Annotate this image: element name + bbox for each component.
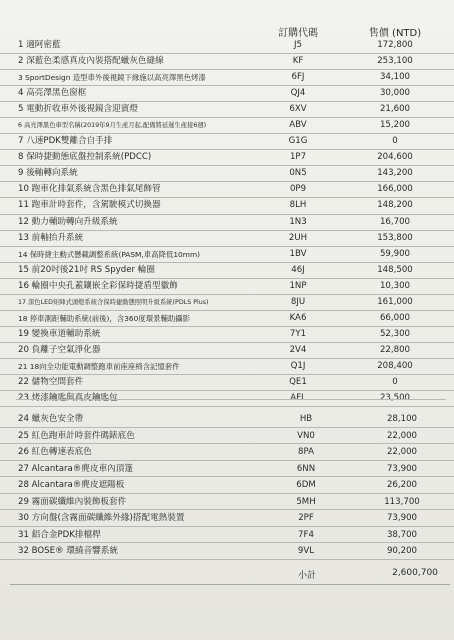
option-description: 13 前軸抬升系統 xyxy=(18,232,84,243)
table-row xyxy=(0,477,454,494)
option-price: 166,000 xyxy=(377,184,413,195)
option-price: 90,200 xyxy=(386,546,418,556)
price-column-header: 售價 (NTD) xyxy=(368,28,422,39)
bottom-divider xyxy=(10,584,450,585)
option-description: 32 BOSE® 環繞音響系統 xyxy=(18,546,118,556)
option-code: 9VL xyxy=(297,546,315,556)
option-description: 4 高亮澤黑色窗框 xyxy=(18,88,87,99)
option-list-1 xyxy=(0,38,454,407)
table-row xyxy=(0,70,454,86)
option-price: 172,800 xyxy=(377,40,413,50)
table-row xyxy=(0,543,454,560)
option-code: 7F4 xyxy=(298,529,314,540)
table-row xyxy=(0,134,454,150)
option-description: 17 深色LED矩陣式頭燈系統含保時捷動態照明升級系統(PDLS Plus) xyxy=(18,298,209,306)
option-code: VN0 xyxy=(297,430,315,441)
table-row xyxy=(0,428,454,445)
table-row xyxy=(0,263,454,279)
table-row xyxy=(0,38,454,54)
option-price: 10,300 xyxy=(379,280,411,291)
option-description: 9 後軸轉向系統 xyxy=(18,168,78,179)
table-row xyxy=(0,150,454,166)
option-code: KF xyxy=(292,56,304,67)
subtotal-label: 小計 xyxy=(298,571,317,581)
option-code: 6DM xyxy=(296,480,316,490)
table-row xyxy=(0,411,454,428)
option-code: 7Y1 xyxy=(289,328,307,339)
option-price: 30,000 xyxy=(379,88,411,99)
option-code: QJ4 xyxy=(290,88,306,99)
table-row xyxy=(0,510,454,527)
option-code: G1G xyxy=(288,136,308,147)
option-description: 16 輪圈中央孔蓋鑲嵌全彩保時捷盾型徽飾 xyxy=(18,280,178,291)
table-header xyxy=(0,22,454,38)
option-code: 6FJ xyxy=(291,72,305,83)
option-code: J5 xyxy=(293,40,302,50)
option-price: 38,700 xyxy=(386,529,418,540)
option-description: 29 霧面碳纖維內裝飾板套件 xyxy=(18,496,127,507)
table-row xyxy=(0,86,454,102)
option-description: 24 蠟灰色安全帶 xyxy=(18,414,84,424)
option-code: ABV xyxy=(289,120,307,131)
table-row xyxy=(0,461,454,478)
option-code: 5MH xyxy=(296,496,316,507)
option-price: 0 xyxy=(392,376,398,387)
option-description: 27 Alcantara®麂皮車內頂篷 xyxy=(18,463,133,474)
option-price: 22,800 xyxy=(379,344,411,355)
option-price: 0 xyxy=(392,136,398,147)
table-row xyxy=(0,327,454,343)
option-price: 253,100 xyxy=(377,56,413,67)
option-description: 7 八速PDK雙離合自手排 xyxy=(18,136,113,147)
option-description: 22 儲物空間套件 xyxy=(18,376,84,387)
option-price: 66,000 xyxy=(379,312,411,323)
option-code: 1BV xyxy=(289,248,307,259)
option-description: 31 鋁合金PDK排檔桿 xyxy=(18,529,101,540)
option-code: 2V4 xyxy=(289,344,307,355)
table-row xyxy=(0,311,454,327)
option-price: 22,000 xyxy=(386,447,418,457)
option-price: 113,700 xyxy=(384,496,420,507)
table-row xyxy=(0,279,454,295)
option-price: 59,900 xyxy=(379,248,411,259)
section-divider xyxy=(16,399,446,400)
option-description: 28 Alcantara®麂皮遮陽板 xyxy=(18,480,125,490)
option-code: 2UH xyxy=(288,232,308,243)
option-code: 6XV xyxy=(289,104,307,115)
option-code: 0N5 xyxy=(289,168,307,179)
option-description: 10 跑車化排氣系統含黑色排氣尾飾管 xyxy=(18,184,161,195)
table-row xyxy=(0,215,454,231)
option-code: 46J xyxy=(291,264,305,275)
option-price: 15,200 xyxy=(379,120,411,131)
option-description: 6 高亮澤黑色車型名稱(2019年9月生產月起,配備將延遲生產接6週) xyxy=(18,122,207,130)
option-description: 5 電動折收車外後視鏡含迎賓燈 xyxy=(18,104,138,115)
option-code: 1NP xyxy=(289,280,307,291)
option-description: 25 紅色跑車計時套件碼錶底色 xyxy=(18,430,135,441)
option-price: 204,600 xyxy=(377,152,413,163)
option-code: KA6 xyxy=(289,312,307,323)
option-description: 11 跑車計時套件，含駕駛模式切換器 xyxy=(18,200,161,211)
option-price: 73,900 xyxy=(386,463,418,474)
option-list-2 xyxy=(0,411,454,560)
table-row xyxy=(0,54,454,70)
option-price: 148,200 xyxy=(377,200,413,211)
option-price: 28,100 xyxy=(386,414,418,424)
table-row xyxy=(0,231,454,247)
option-price: 22,000 xyxy=(386,430,418,441)
table-row xyxy=(0,527,454,544)
option-description: 3 SportDesign 造型車外後視鏡下緣施以高亮澤黑色烤漆 xyxy=(18,73,206,83)
option-code: HB xyxy=(299,414,313,424)
option-price: 208,400 xyxy=(377,360,413,371)
table-row xyxy=(0,343,454,359)
table-row xyxy=(0,295,454,311)
option-code: Q1J xyxy=(290,360,306,371)
option-description: 8 保時捷動態底盤控制系統(PDCC) xyxy=(18,152,152,163)
table-row xyxy=(0,494,454,511)
option-description: 2 深藍色柔感真皮內裝搭配蠟灰色縫線 xyxy=(18,56,164,67)
option-code: QE1 xyxy=(289,376,307,387)
option-description: 30 方向盤(含霧面碳纖維外緣)搭配電熱裝置 xyxy=(18,513,185,523)
option-price: 148,500 xyxy=(377,264,413,275)
option-price: 26,200 xyxy=(386,480,418,490)
table-row xyxy=(0,118,454,134)
table-row xyxy=(0,198,454,214)
table-row xyxy=(0,247,454,263)
option-price: 21,600 xyxy=(379,104,411,115)
option-code: 6NN xyxy=(296,463,316,474)
subtotal-row xyxy=(0,566,454,584)
option-price: 34,100 xyxy=(379,72,411,83)
subtotal-value: 2,600,700 xyxy=(392,568,438,578)
table-row xyxy=(0,166,454,182)
table-row xyxy=(0,102,454,118)
option-description: 19 變換車道輔助系統 xyxy=(18,328,101,339)
option-description: 20 負離子空氣淨化器 xyxy=(18,344,101,355)
option-price: 143,200 xyxy=(377,168,413,179)
table-row xyxy=(0,444,454,461)
option-code: 1N3 xyxy=(289,216,307,227)
option-code: 8LH xyxy=(289,200,307,211)
option-description: 18 停車測距輔助系統(前後)，含360度環景輔助攝影 xyxy=(18,313,191,323)
option-price: 16,700 xyxy=(379,216,411,227)
code-column-header: 訂購代碼 xyxy=(278,28,318,39)
option-price: 52,300 xyxy=(379,328,411,339)
option-description: 1 適阿密藍 xyxy=(18,40,61,50)
option-description: 26 紅色轉速表底色 xyxy=(18,447,92,457)
table-row xyxy=(0,375,454,391)
option-description: 15 前20吋後21吋 RS Spyder 輪圈 xyxy=(18,264,155,275)
option-code: 2PF xyxy=(298,513,314,523)
option-description: 14 保時捷主動式懸載調整系統(PASM,車高降低10mm) xyxy=(18,249,201,259)
table-row xyxy=(0,182,454,198)
table-row xyxy=(0,359,454,375)
option-price: 153,800 xyxy=(377,232,413,243)
option-code: 8PA xyxy=(298,447,314,457)
option-price: 73,900 xyxy=(386,513,418,523)
option-price: 161,000 xyxy=(377,296,413,307)
option-code: 1P7 xyxy=(289,152,307,163)
option-description: 21 18向全功能電動調整跑車前座座椅含記憶套件 xyxy=(18,361,180,371)
option-description: 12 動力輔助轉向升級系統 xyxy=(18,216,118,227)
option-code: 0P9 xyxy=(289,184,307,195)
option-code: 8JU xyxy=(290,296,306,307)
